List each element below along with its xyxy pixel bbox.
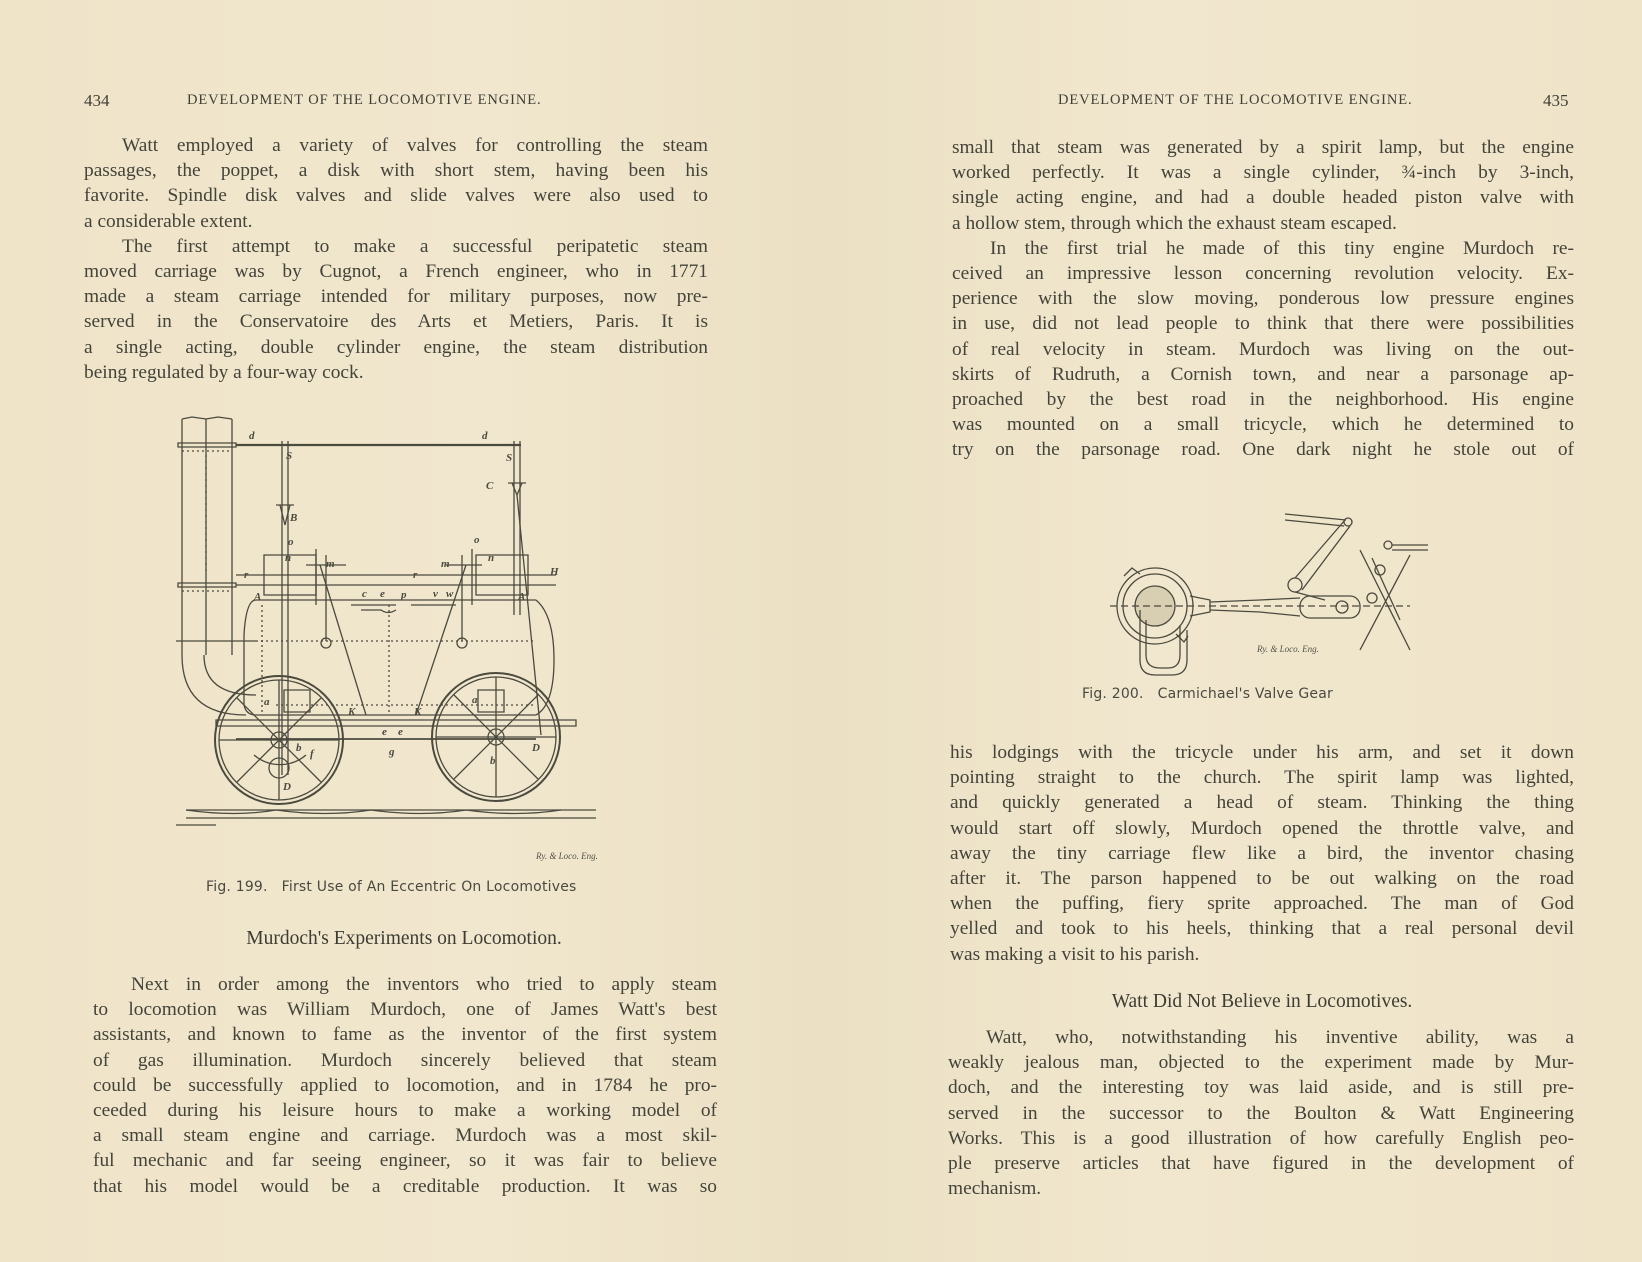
figure-199-locomotive-drawing (176, 415, 616, 860)
text-line: mechanism. (948, 1178, 1042, 1200)
text-line: weakly jealous man, objected to the experiment made by Mur- (948, 1052, 1574, 1074)
figure-199-caption (206, 879, 577, 895)
label-g: g (389, 746, 395, 758)
valve-rod (1210, 596, 1360, 618)
label-e: e (382, 726, 387, 738)
text-line: would start off slowly, Murdoch opened the throttle valve, and (950, 817, 1574, 839)
text-line: served in the successor to the Boulton & Watt Engineering (948, 1102, 1574, 1124)
label-c: C (486, 480, 494, 492)
text-line: a hollow stem, through which the exhaust steam escaped. (952, 212, 1397, 234)
paragraph-murdoch (93, 972, 717, 1199)
label-m: m (326, 558, 335, 570)
label-r: r (244, 569, 249, 581)
label-c-small: c (362, 588, 367, 600)
label-k: K (348, 706, 356, 718)
label-e: e (380, 588, 385, 600)
text-line: yelled and took to his heels, thinking that a real personal devil (950, 918, 1574, 940)
label-m: m (441, 558, 450, 570)
valve-box (478, 690, 504, 712)
section-heading-watt: Watt Did Not Believe in Locomotives. (1111, 991, 1413, 1012)
text-line: try on the parsonage road. One dark night he stole out of (952, 439, 1574, 461)
label-h: H (550, 566, 559, 578)
text-line: assistants, and known to fame as the inventor of the first system (93, 1024, 717, 1046)
text-line: pointing straight to the church. The spirit lamp was lighted, (950, 767, 1574, 789)
text-line: small that steam was generated by a spirit lamp, but the engine (952, 137, 1574, 158)
text-line: ple preserve articles that have figured in the development of (948, 1153, 1574, 1175)
label-e: e (398, 726, 403, 738)
paragraph-spirit-lamp (952, 135, 1574, 236)
page-number-right: 435 (1543, 91, 1569, 110)
label-b: b (296, 742, 302, 754)
text-line: was making a visit to his parish. (950, 943, 1200, 965)
text-line: moved carriage was by Cugnot, a French engineer, who in 1771 (84, 261, 708, 283)
text-line: was mounted on a small tricycle, which he determined to (952, 414, 1574, 436)
text-line: made a steam carriage intended for military purposes, now pre- (84, 286, 708, 308)
text-line: that his model would be a creditable production. It was so (93, 1175, 717, 1197)
text-line: doch, and the interesting toy was laid aside, and is still pre- (948, 1077, 1574, 1099)
label-b: B (290, 512, 298, 524)
figure-200-caption (1082, 686, 1333, 702)
text-line: when the puffing, fiery sprite approached. The man of God (950, 893, 1574, 915)
valve-rods (276, 441, 541, 775)
page-number-left: 434 (84, 91, 110, 110)
label-a: A (518, 591, 526, 603)
label-v: v (433, 588, 438, 600)
text-line: favorite. Spindle disk valves and slide valves were also used to (84, 185, 708, 207)
label-n: n (488, 552, 495, 564)
text-line: ful mechanic and far seeing engineer, so it was fair to believe (93, 1150, 717, 1172)
label-b: b (490, 755, 496, 767)
label-s: S (286, 450, 293, 462)
running-head-left: DEVELOPMENT OF THE LOCOMOTIVE ENGINE. (187, 92, 542, 108)
text-line: The first attempt to make a successful peripatetic steam (122, 235, 708, 257)
label-o: o (474, 534, 480, 546)
label-r: r (413, 569, 418, 581)
rails (176, 810, 596, 825)
text-line: being regulated by a four-way cock. (84, 361, 364, 383)
label-d: d (482, 430, 488, 442)
text-line: a single acting, double cylinder engine, the steam distribution (84, 336, 708, 358)
text-line: served in the Conservatoire des Arts et Metiers, Paris. It is (84, 311, 708, 333)
text-line: Next in order among the inventors who tried to apply steam (131, 974, 717, 995)
text-line: worked perfectly. It was a single cylinder, ¾-inch by 3-inch, (952, 162, 1574, 184)
right-intro-text (952, 135, 1574, 463)
wheel-front (432, 673, 560, 801)
label-p: p (401, 589, 407, 601)
left-intro-text (84, 133, 708, 385)
label-d-wheel: D (532, 742, 540, 754)
frame (216, 720, 576, 726)
text-line: a considerable extent. (84, 210, 253, 232)
paragraph-watt-jealous (948, 1025, 1574, 1201)
text-line: of gas illumination. Murdoch sincerely believed that steam (93, 1049, 717, 1071)
figure-title: First Use of An Eccentric On Locomotives (281, 879, 577, 895)
text-line: perience with the slow moving, ponderous low pressure engines (952, 288, 1574, 310)
label-n: n (285, 552, 292, 564)
paragraph-valves (84, 133, 708, 234)
text-line: after it. The parson happened to be out walking on the road (950, 868, 1574, 890)
text-line: In the first trial he made of this tiny engine Murdoch re- (990, 237, 1574, 259)
paragraph-first-trial (952, 236, 1574, 463)
right-tricycle-text (950, 740, 1574, 967)
text-line: his lodgings with the tricycle under his arm, and set it down (950, 742, 1574, 763)
text-line: of real velocity in steam. Murdoch was living on the out- (952, 338, 1574, 360)
text-line: Watt employed a variety of valves for controlling the steam (122, 135, 708, 156)
text-line: passages, the poppet, a disk with short stem, having been his (84, 160, 708, 182)
label-a-wheel: a (472, 694, 478, 706)
text-line: single acting engine, and had a double headed piston valve with (952, 187, 1574, 209)
label-a-wheel: a (264, 696, 270, 708)
figure-number: Fig. 199. (206, 879, 268, 895)
text-line: Watt, who, notwithstanding his inventive ability, was a (986, 1027, 1574, 1048)
text-line: ceeded during his leisure hours to make a working model of (93, 1100, 717, 1122)
text-line: Works. This is a good illustration of how carefully English peo- (948, 1127, 1574, 1149)
figure-number: Fig. 200. (1082, 686, 1144, 702)
label-a: A (254, 591, 262, 603)
figure-title: Carmichael's Valve Gear (1157, 686, 1333, 702)
text-line: skirts of Rudruth, a Cornish town, and near a parsonage ap- (952, 363, 1574, 385)
text-line: could be successfully applied to locomotion, and in 1784 he pro- (93, 1074, 717, 1096)
label-d: d (249, 430, 255, 442)
label-w: w (446, 588, 454, 600)
right-watt-text (948, 1025, 1574, 1201)
rocker-arms (1285, 514, 1428, 650)
text-line: and quickly generated a head of steam. Thinking the thing (950, 792, 1574, 814)
text-line: in use, did not lead people to think that there were possibilities (952, 313, 1574, 335)
label-d-wheel: D (283, 781, 291, 793)
running-head-right: DEVELOPMENT OF THE LOCOMOTIVE ENGINE. (1058, 92, 1413, 108)
paragraph-tricycle (950, 740, 1574, 967)
figure-199-credit: Ry. & Loco. Eng. (536, 851, 598, 861)
eccentric-strap (1117, 568, 1210, 675)
left-murdoch-text (93, 972, 717, 1199)
figure-200-credit: Ry. & Loco. Eng. (1257, 644, 1319, 654)
text-line: ceived an impressive lesson concerning revolution velocity. Ex- (952, 263, 1574, 285)
text-line: away the tiny carriage flew like a bird, the inventor chasing (950, 842, 1574, 864)
boiler (176, 600, 554, 715)
right-page (820, 0, 1642, 1262)
text-line: a small steam engine and carriage. Murdoch was a most skil- (93, 1125, 717, 1147)
paragraph-cugnot (84, 234, 708, 385)
label-o: o (288, 536, 294, 548)
wheel-rear (215, 676, 343, 804)
label-k: K (414, 706, 422, 718)
label-f: f (310, 748, 314, 760)
text-line: proached by the best road in the neighborhood. His engine (952, 389, 1574, 411)
label-s: S (506, 452, 513, 464)
left-page (0, 0, 820, 1262)
section-heading-murdoch: Murdoch's Experiments on Locomotion. (246, 928, 562, 949)
text-line: to locomotion was William Murdoch, one of James Watt's best (93, 999, 717, 1021)
